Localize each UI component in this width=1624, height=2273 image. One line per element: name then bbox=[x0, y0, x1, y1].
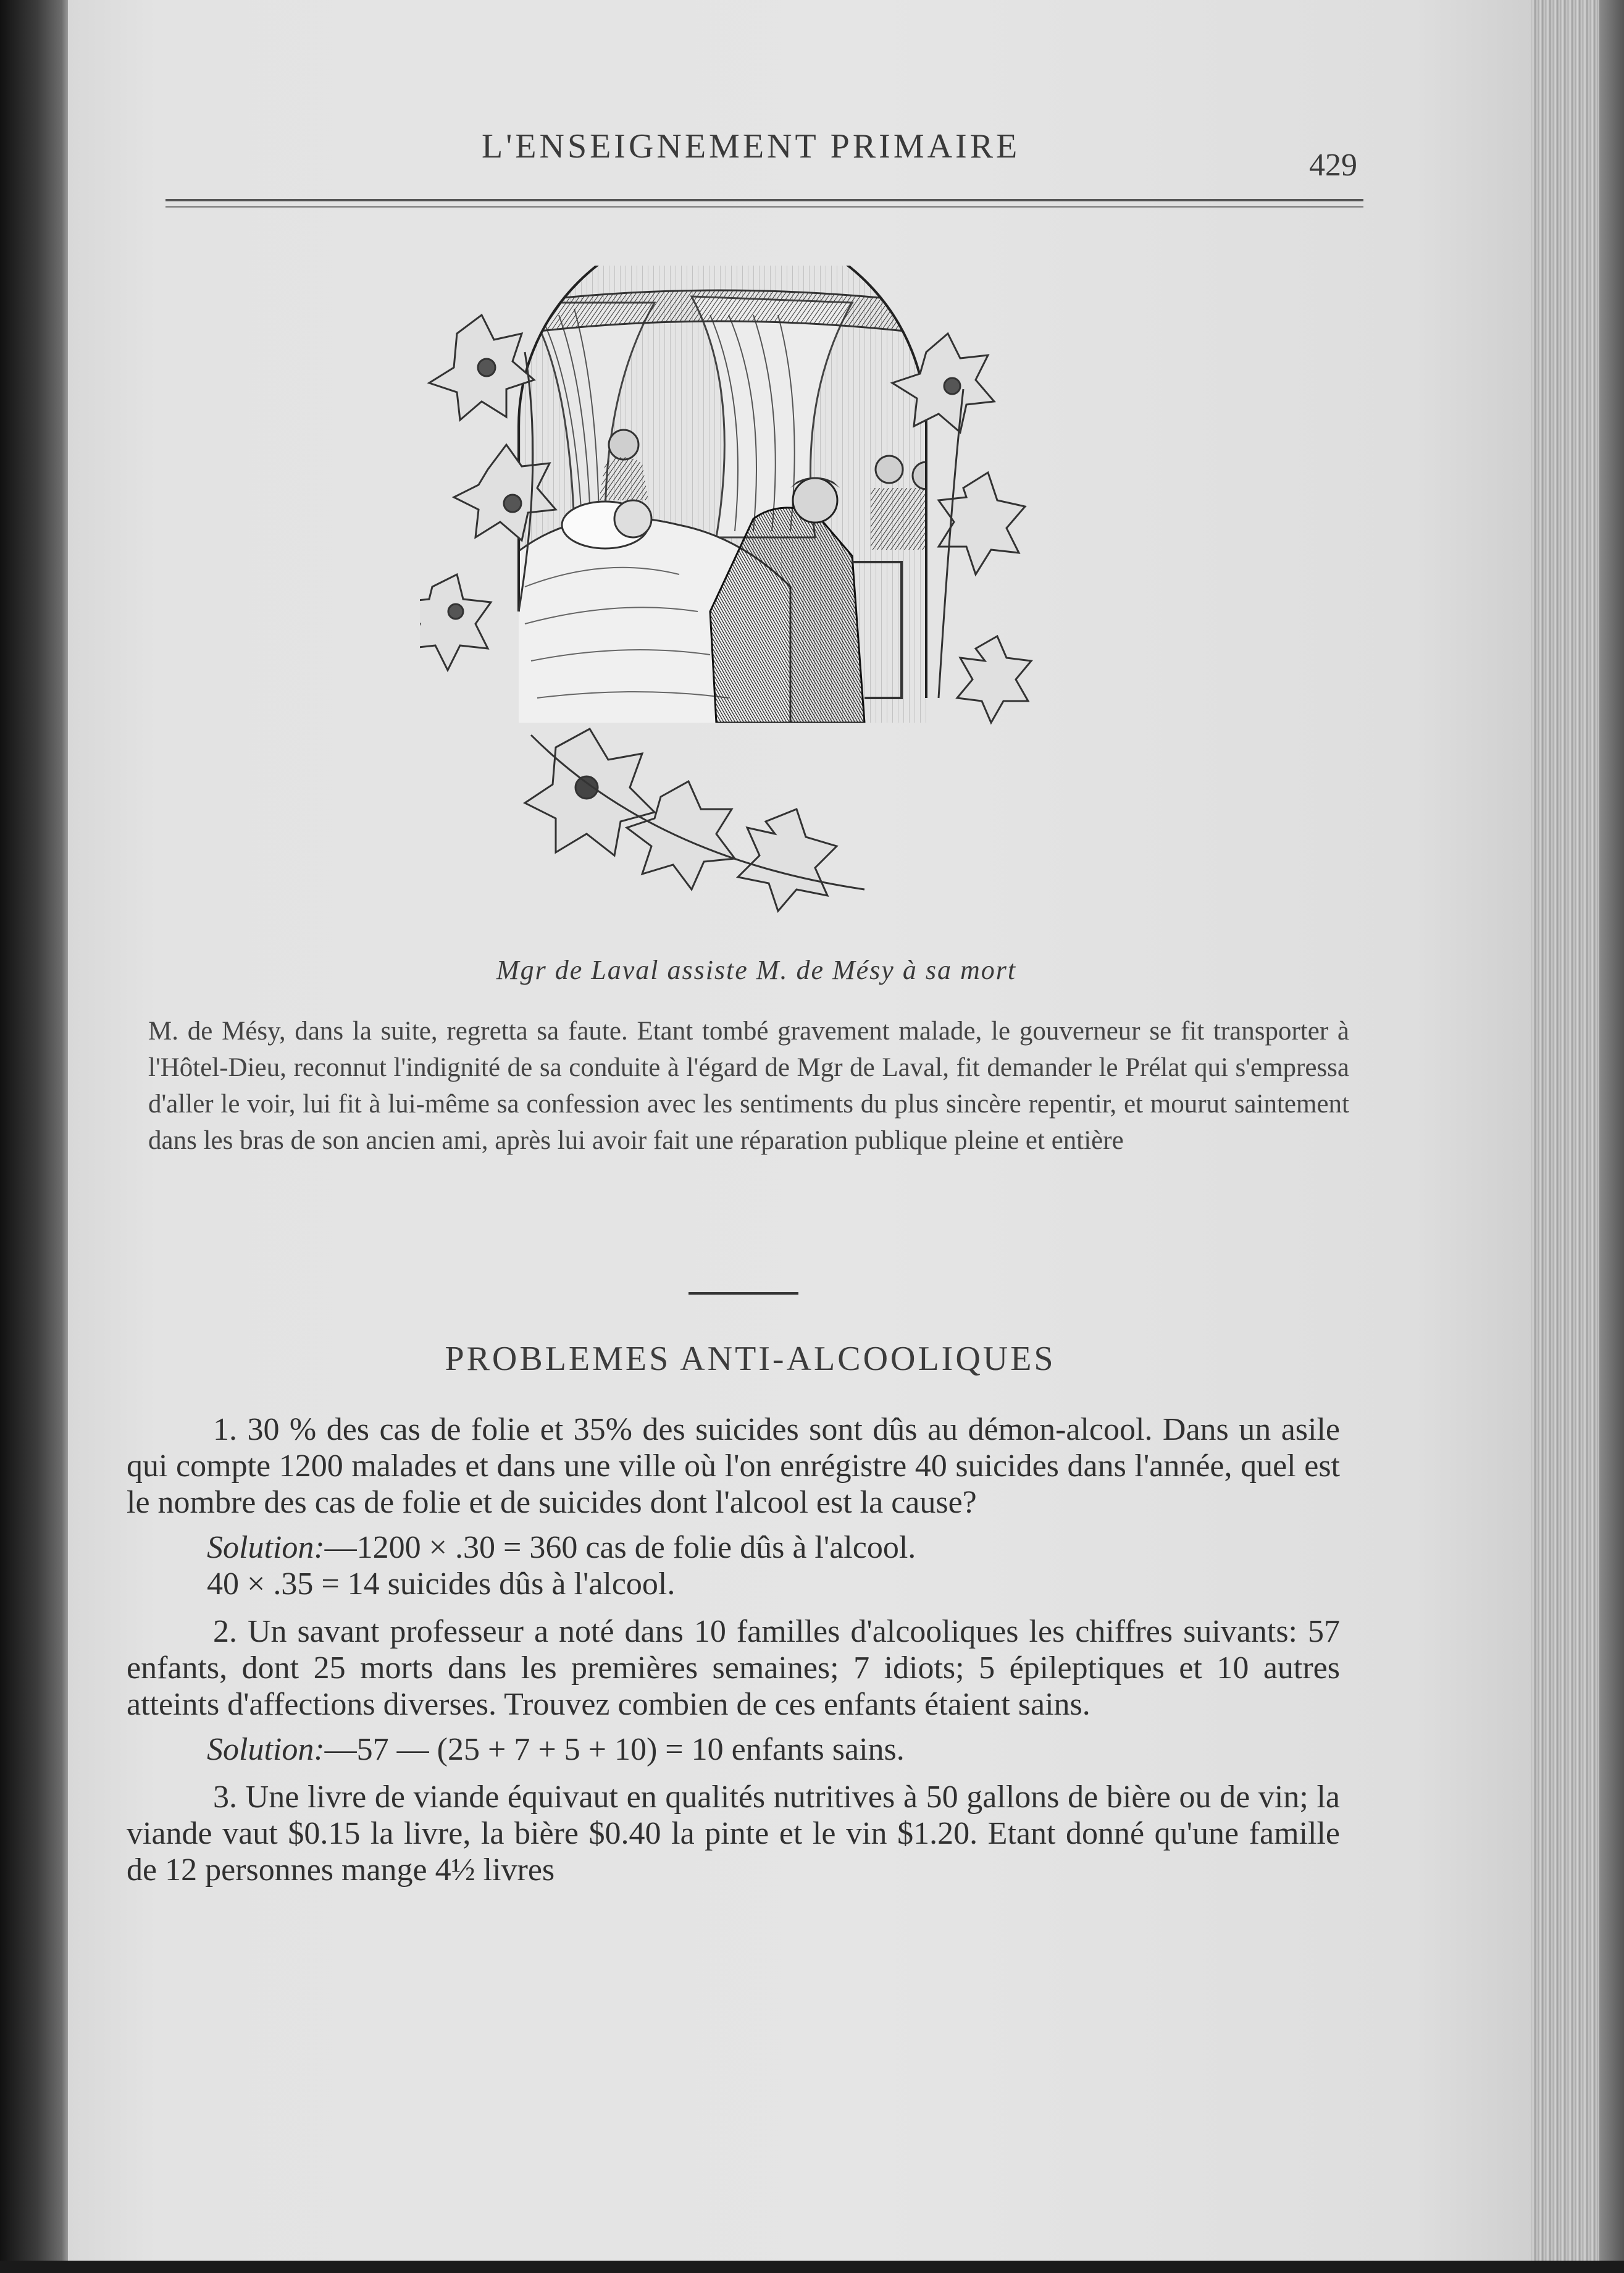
page-number: 429 bbox=[1309, 148, 1357, 183]
solution-label: Solution: bbox=[207, 1530, 325, 1565]
problem-3-statement: 3. Une livre de viande équivaut en qualités nutritives à 50 gallons de bière ou de vin; la viande vaut $0.15 la livre, la bière $0.40 la pinte et le vin $1.20. Etant donné qu'une famille de 12 personnes mange 4½ livres bbox=[127, 1779, 1340, 1888]
problems-list bbox=[127, 1411, 1340, 1888]
solution-label: Solution: bbox=[207, 1732, 325, 1767]
problem-1-solution bbox=[127, 1529, 1340, 1566]
scan-margin-bottom bbox=[0, 2261, 1624, 2273]
problem-2-solution bbox=[127, 1731, 1340, 1768]
deathbed-engraving bbox=[420, 266, 1111, 933]
problem-1-statement: 1. 30 % des cas de folie et 35% des suicides sont dûs au démon-alcool. Dans un asile qui compte 1200 malades et dans une ville où l'on enrégistre 40 suicides dans l'année, quel est le nombre des cas de folie et de suicides dont l'alcool est la cause? bbox=[127, 1412, 1340, 1520]
scan-margin-left bbox=[0, 0, 73, 2273]
header-rule bbox=[165, 199, 1363, 208]
problem-2-statement: 2. Un savant professeur a noté dans 10 familles d'alcooliques les chiffres suivants: 57 enfants, dont 25 morts dans les premières semaines; 7 idiots; 5 épileptiques et 10 autres atteints d'affections diverses. Trouvez combien de ces enfants étaient sains. bbox=[127, 1614, 1340, 1722]
section-title: PROBLEMES ANTI-ALCOOLIQUES bbox=[445, 1340, 1056, 1378]
solution-text: —1200 × .30 = 360 cas de folie dûs à l'alcool. bbox=[324, 1530, 916, 1565]
solution-text: —57 — (25 + 7 + 5 + 10) = 10 enfants sains. bbox=[324, 1732, 905, 1767]
page-stack-edge bbox=[1531, 0, 1624, 2273]
running-head: L'ENSEIGNEMENT PRIMAIRE bbox=[482, 127, 1021, 166]
problem-1-solution-line2: 40 × .35 = 14 suicides dûs à l'alcool. bbox=[207, 1566, 676, 1602]
illustration-caption: Mgr de Laval assiste M. de Mésy à sa mort bbox=[496, 955, 1017, 985]
arched-scene bbox=[513, 266, 945, 735]
section-divider bbox=[689, 1292, 798, 1295]
story-paragraph: M. de Mésy, dans la suite, regretta sa faute. Etant tombé gravement malade, le gouverneur se fit transporter à l'Hôtel-Dieu, reconnut l'indignité de sa conduite à l'égard de Mgr de Laval, fit demander le Prélat qui s'empressa d'aller le voir, lui fit à lui-même sa confession avec les sentiments du plus sincère repentir, et mourut saintement dans les bras de son ancien ami, après lui avoir fait une réparation publique pleine et entière bbox=[148, 1017, 1349, 1155]
